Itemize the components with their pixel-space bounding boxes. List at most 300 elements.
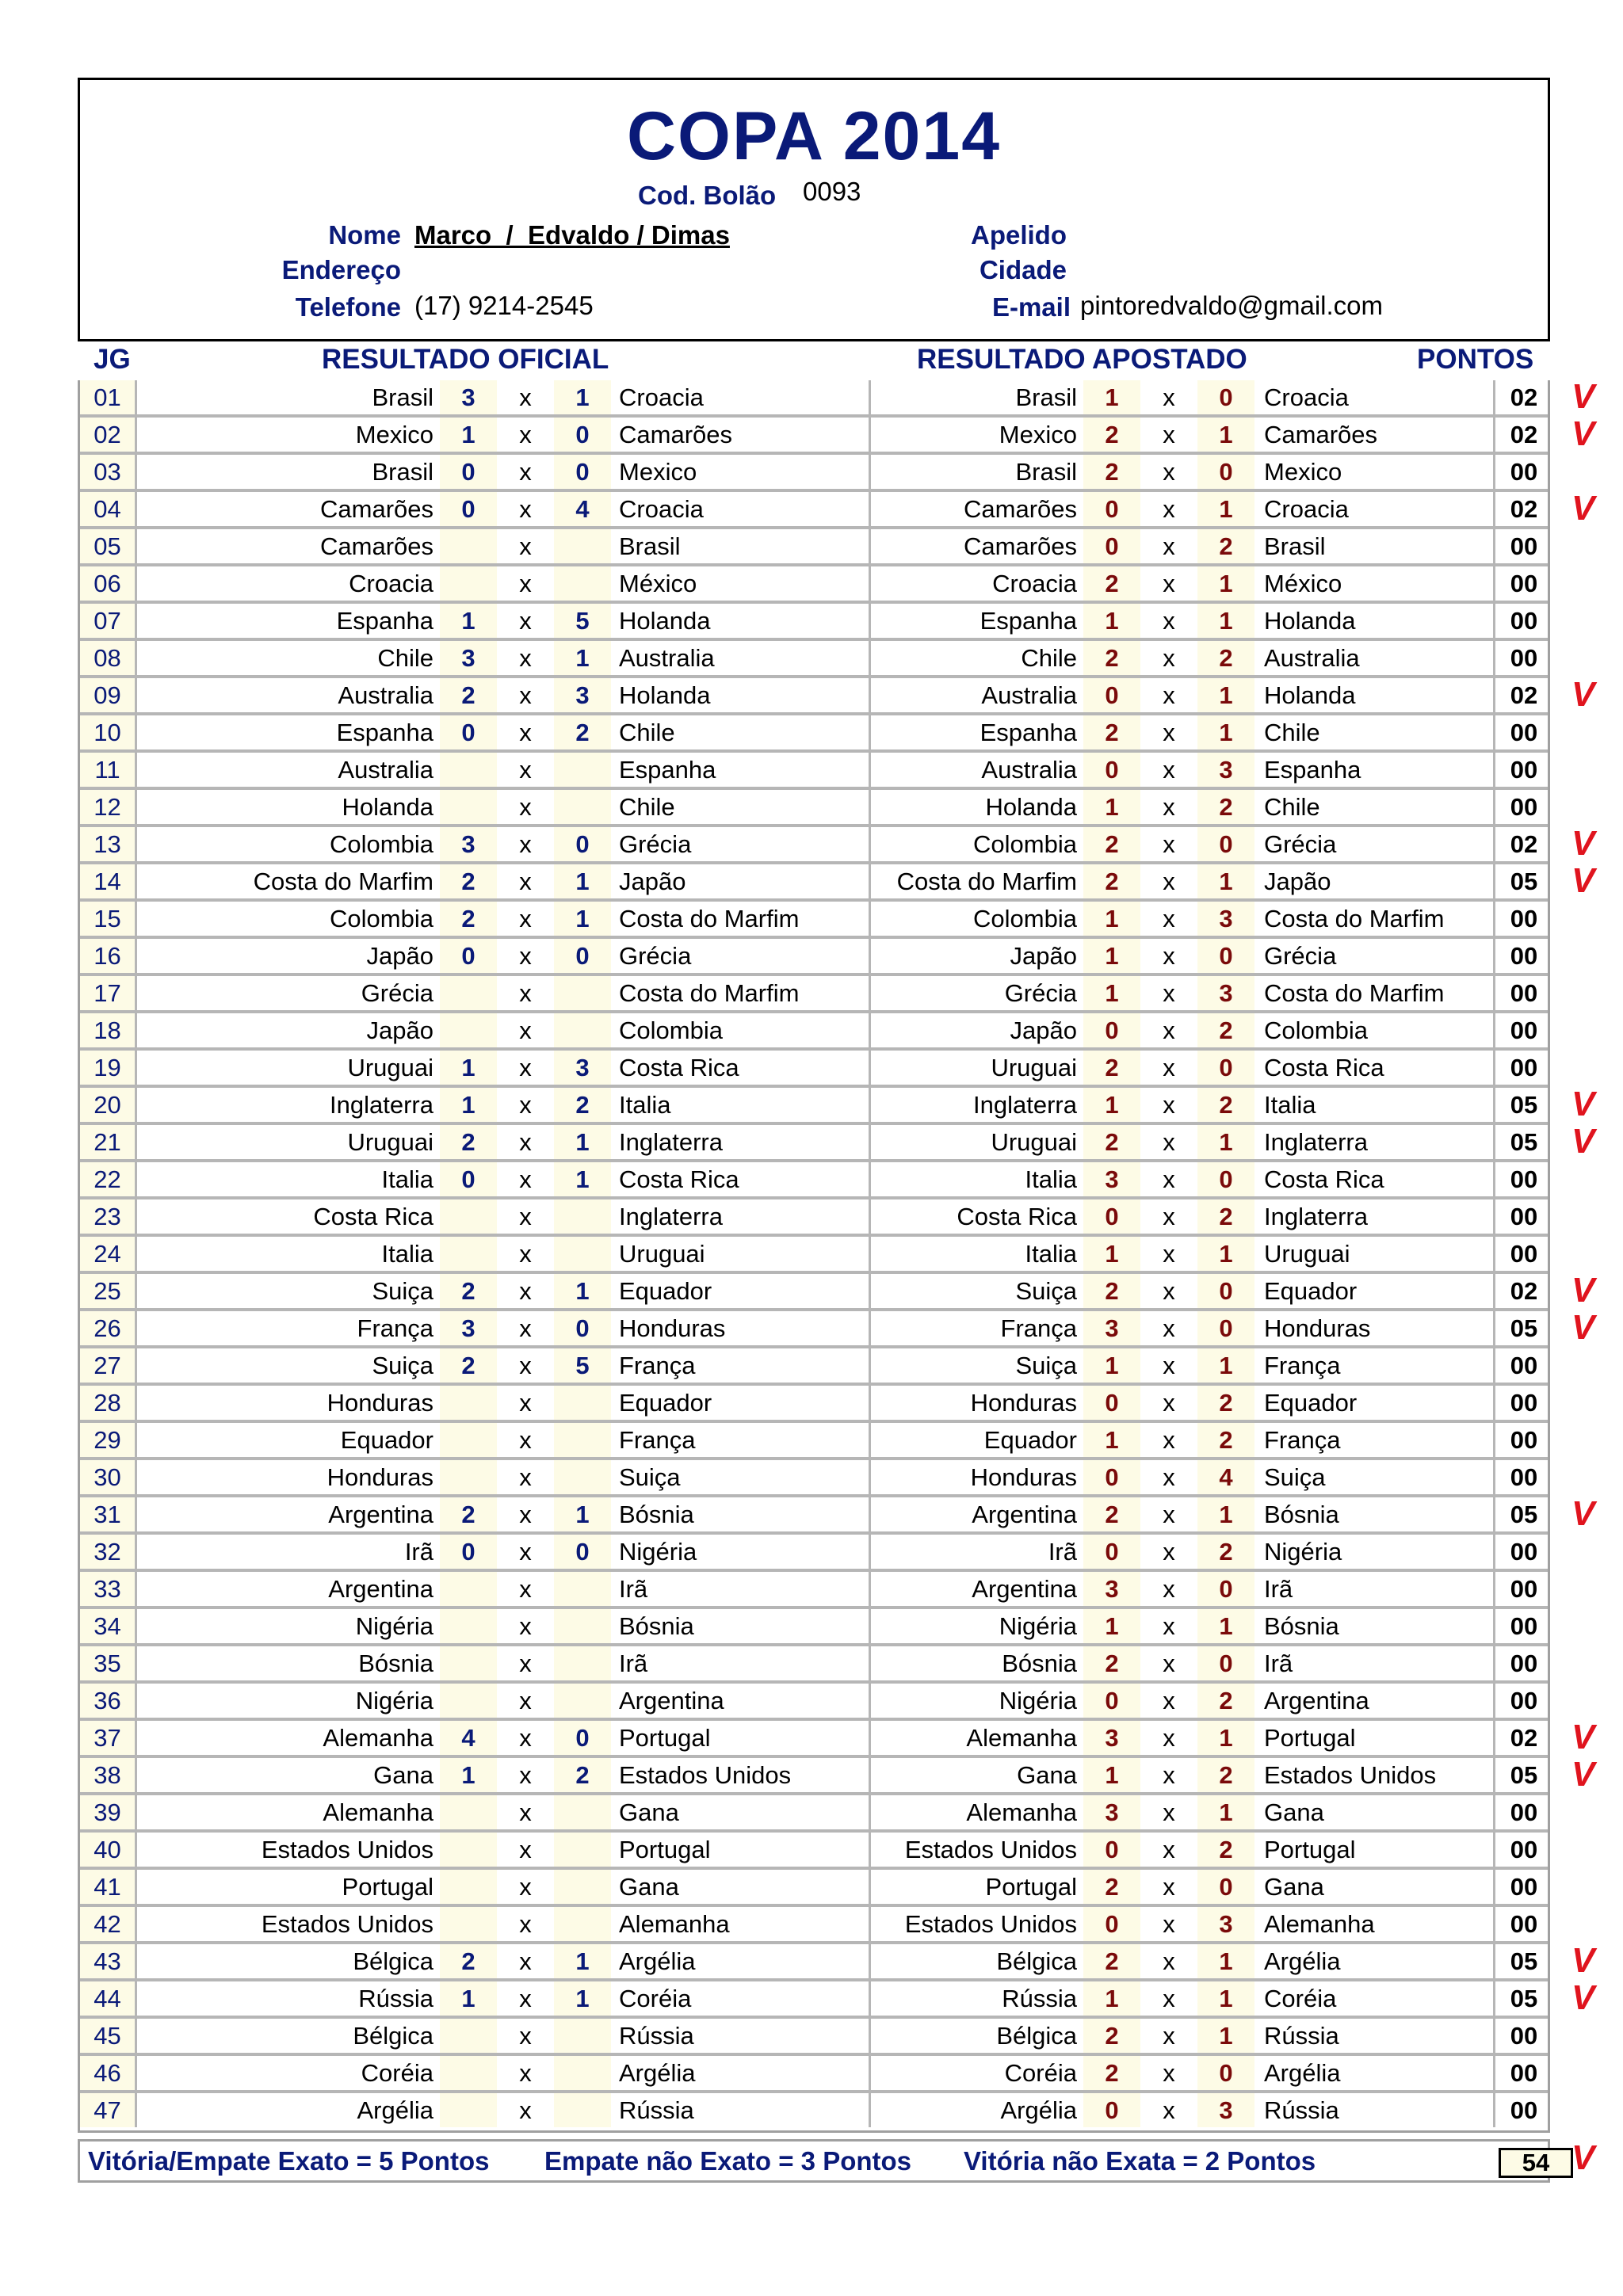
table-row: [80, 1271, 1595, 1311]
table-row: [80, 1684, 1548, 1721]
bet-home-score: 0: [1083, 1907, 1140, 1941]
bet-home-score: 1: [1083, 902, 1140, 936]
game-number: 05: [80, 529, 137, 563]
official-separator: x: [519, 1128, 532, 1156]
bet-home-score: 2: [1083, 1125, 1140, 1159]
table-row: [80, 976, 1548, 1013]
bet-away-score: 1: [1197, 1721, 1254, 1755]
official-home-team: Costa Rica: [313, 1203, 433, 1230]
bet-away-score: 2: [1197, 1758, 1254, 1792]
official-away-score: 1: [554, 864, 611, 898]
official-home-team: Irã: [404, 1538, 433, 1566]
points: 05: [1510, 1091, 1538, 1119]
bet-away-team: Chile: [1254, 715, 1495, 749]
points: 00: [1510, 1836, 1538, 1863]
official-away-score: [554, 1460, 611, 1494]
game-number: 25: [80, 1274, 137, 1308]
official-away-team: Equador: [611, 1274, 871, 1308]
bet-home-score: 3: [1083, 1721, 1140, 1755]
table-row: [80, 414, 1595, 455]
game-number: 21: [80, 1125, 137, 1159]
official-home-team: Japão: [366, 1016, 433, 1044]
bet-separator: x: [1163, 905, 1175, 933]
official-away-team: Mexico: [611, 455, 871, 489]
bet-home-team: França: [1000, 1314, 1077, 1342]
bet-home-score: 2: [1083, 715, 1140, 749]
table-row: [80, 1833, 1548, 1870]
bet-home-score: 1: [1083, 380, 1140, 414]
cidade-label: Cidade: [979, 255, 1067, 284]
official-separator: x: [519, 868, 532, 895]
bet-home-score: 0: [1083, 678, 1140, 712]
table-row: [80, 1348, 1548, 1386]
game-number: 43: [80, 1944, 137, 1978]
bet-home-score: 1: [1083, 1088, 1140, 1122]
official-away-team: Portugal: [611, 1833, 871, 1867]
official-away-score: 0: [554, 827, 611, 861]
official-home-team: Bélgica: [353, 2022, 433, 2050]
table-row: [80, 2019, 1548, 2056]
game-number: 29: [80, 1423, 137, 1457]
points: 00: [1510, 570, 1538, 597]
bet-separator: x: [1163, 1426, 1175, 1454]
points: 05: [1510, 1501, 1538, 1528]
bet-separator: x: [1163, 383, 1175, 411]
bet-away-team: Estados Unidos: [1254, 1758, 1495, 1792]
bet-away-team: Argentina: [1254, 1684, 1495, 1718]
game-number: 17: [80, 976, 137, 1010]
official-home-team: Costa do Marfim: [253, 868, 433, 895]
official-away-team: Japão: [611, 864, 871, 898]
official-home-team: Bélgica: [353, 1947, 433, 1975]
official-away-score: [554, 1199, 611, 1234]
official-away-score: [554, 529, 611, 563]
bet-home-score: 1: [1083, 1348, 1140, 1383]
bet-separator: x: [1163, 1389, 1175, 1417]
points: 00: [1510, 1575, 1538, 1603]
bet-separator: x: [1163, 1463, 1175, 1491]
official-away-team: Rússia: [611, 2019, 871, 2053]
official-away-score: 0: [554, 455, 611, 489]
official-home-team: Nigéria: [355, 1687, 433, 1714]
bet-home-team: Irã: [1048, 1538, 1077, 1566]
official-away-score: [554, 566, 611, 601]
table-row: [80, 377, 1595, 418]
table-row: [80, 604, 1548, 641]
official-away-team: Gana: [611, 1870, 871, 1904]
bet-home-score: 1: [1083, 976, 1140, 1010]
official-away-team: Bósnia: [611, 1609, 871, 1643]
col-resultado-oficial: RESULTADO OFICIAL: [322, 344, 609, 375]
official-away-team: Holanda: [611, 604, 871, 638]
official-home-score: [440, 2056, 497, 2090]
bet-home-team: Alemanha: [966, 1724, 1077, 1752]
bet-home-score: 0: [1083, 492, 1140, 526]
bet-home-team: Italia: [1025, 1165, 1077, 1193]
official-home-team: Suiça: [372, 1277, 433, 1305]
game-number: 40: [80, 1833, 137, 1867]
official-home-team: Colombia: [330, 905, 433, 933]
bet-home-team: Brasil: [1015, 383, 1077, 411]
bet-home-team: Honduras: [970, 1463, 1077, 1491]
official-home-score: 2: [440, 902, 497, 936]
bet-separator: x: [1163, 2059, 1175, 2087]
official-home-score: 0: [440, 1535, 497, 1569]
official-away-score: [554, 790, 611, 824]
game-number: 41: [80, 1870, 137, 1904]
official-home-score: 2: [440, 864, 497, 898]
check-mark: V: [1571, 377, 1595, 416]
bet-separator: x: [1163, 458, 1175, 486]
check-mark: V: [1571, 1308, 1595, 1347]
official-separator: x: [519, 607, 532, 635]
official-away-score: 2: [554, 1758, 611, 1792]
check-mark: V: [1571, 824, 1595, 863]
official-home-team: Croacia: [349, 570, 433, 597]
bet-away-team: Croacia: [1254, 380, 1495, 414]
official-away-score: 1: [554, 641, 611, 675]
game-number: 12: [80, 790, 137, 824]
official-home-team: Colombia: [330, 830, 433, 858]
check-mark: V: [1571, 861, 1595, 900]
official-separator: x: [519, 1389, 532, 1417]
official-away-score: [554, 1572, 611, 1606]
official-home-score: [440, 1795, 497, 1829]
official-home-team: Camarões: [320, 495, 433, 523]
official-home-score: 2: [440, 1944, 497, 1978]
table-row: [80, 529, 1548, 566]
table-row: [80, 2093, 1548, 2130]
official-separator: x: [519, 1352, 532, 1379]
official-away-team: Alemanha: [611, 1907, 871, 1941]
bet-away-score: 0: [1197, 1274, 1254, 1308]
bet-away-team: Rússia: [1254, 2093, 1495, 2127]
official-separator: x: [519, 1165, 532, 1193]
official-home-score: [440, 1237, 497, 1271]
official-separator: x: [519, 793, 532, 821]
points: 00: [1510, 756, 1538, 784]
bet-away-team: Nigéria: [1254, 1535, 1495, 1569]
official-away-score: [554, 1609, 611, 1643]
points: 00: [1510, 793, 1538, 821]
official-away-score: 3: [554, 1051, 611, 1085]
bet-home-score: 0: [1083, 1386, 1140, 1420]
table-row: [80, 1609, 1548, 1646]
bet-home-team: Nigéria: [999, 1612, 1077, 1640]
table-row: [80, 753, 1548, 790]
bet-away-score: 2: [1197, 1199, 1254, 1234]
official-separator: x: [519, 1091, 532, 1119]
game-number: 18: [80, 1013, 137, 1047]
official-away-team: Australia: [611, 641, 871, 675]
official-home-score: 2: [440, 1497, 497, 1531]
table-row: [80, 1718, 1595, 1758]
points: 00: [1510, 1240, 1538, 1268]
bet-separator: x: [1163, 830, 1175, 858]
bet-away-score: 1: [1197, 1609, 1254, 1643]
official-home-score: [440, 1907, 497, 1941]
official-home-team: Camarões: [320, 532, 433, 560]
official-home-team: Italia: [381, 1165, 433, 1193]
bet-separator: x: [1163, 681, 1175, 709]
bet-away-score: 0: [1197, 380, 1254, 414]
points: 00: [1510, 1650, 1538, 1677]
bet-home-team: Japão: [1010, 1016, 1077, 1044]
header-panel: [78, 78, 1550, 341]
official-home-team: Australia: [338, 681, 433, 709]
official-away-team: Costa do Marfim: [611, 902, 871, 936]
bet-home-team: Bélgica: [996, 1947, 1077, 1975]
official-separator: x: [519, 2059, 532, 2087]
official-home-team: Nigéria: [355, 1612, 433, 1640]
game-number: 16: [80, 939, 137, 973]
official-away-score: 1: [554, 902, 611, 936]
bet-home-team: Estados Unidos: [904, 1910, 1077, 1938]
game-number: 23: [80, 1199, 137, 1234]
bet-away-team: Chile: [1254, 790, 1495, 824]
bet-away-score: 3: [1197, 753, 1254, 787]
game-number: 04: [80, 492, 137, 526]
official-home-score: 0: [440, 492, 497, 526]
points: 00: [1510, 1426, 1538, 1454]
official-home-score: 3: [440, 827, 497, 861]
bet-away-score: 0: [1197, 1646, 1254, 1680]
bet-away-team: Coréia: [1254, 1981, 1495, 2016]
official-away-team: Grécia: [611, 939, 871, 973]
official-separator: x: [519, 644, 532, 672]
official-away-score: [554, 1907, 611, 1941]
bet-separator: x: [1163, 1165, 1175, 1193]
points: 00: [1510, 1165, 1538, 1193]
official-away-score: 5: [554, 1348, 611, 1383]
bet-away-score: 1: [1197, 715, 1254, 749]
bet-separator: x: [1163, 1873, 1175, 1901]
official-separator: x: [519, 830, 532, 858]
bet-home-team: Inglaterra: [973, 1091, 1077, 1119]
table-row: [80, 1941, 1595, 1981]
official-home-score: [440, 1572, 497, 1606]
official-away-team: Chile: [611, 715, 871, 749]
official-separator: x: [519, 532, 532, 560]
check-mark: V: [1571, 1494, 1595, 1533]
game-number: 11: [80, 753, 137, 787]
official-home-score: 0: [440, 715, 497, 749]
official-home-score: 2: [440, 1348, 497, 1383]
bet-home-team: Uruguai: [991, 1128, 1077, 1156]
official-away-team: Espanha: [611, 753, 871, 787]
official-home-team: Brasil: [372, 383, 433, 411]
bet-away-team: Gana: [1254, 1795, 1495, 1829]
bet-away-team: México: [1254, 566, 1495, 601]
bet-home-team: Nigéria: [999, 1687, 1077, 1714]
points: 00: [1510, 532, 1538, 560]
bet-away-team: Mexico: [1254, 455, 1495, 489]
bet-home-score: 2: [1083, 1944, 1140, 1978]
bet-away-team: Argélia: [1254, 1944, 1495, 1978]
bet-separator: x: [1163, 942, 1175, 970]
bet-home-score: 2: [1083, 1274, 1140, 1308]
official-home-score: [440, 2093, 497, 2127]
official-separator: x: [519, 979, 532, 1007]
official-home-score: [440, 753, 497, 787]
official-separator: x: [519, 905, 532, 933]
bet-separator: x: [1163, 1314, 1175, 1342]
official-home-score: [440, 790, 497, 824]
points: 00: [1510, 2059, 1538, 2087]
official-away-score: [554, 1795, 611, 1829]
bet-home-team: Costa Rica: [957, 1203, 1077, 1230]
points: 00: [1510, 1203, 1538, 1230]
bet-home-team: Suiça: [1015, 1277, 1077, 1305]
bet-home-score: 1: [1083, 939, 1140, 973]
bet-home-score: 3: [1083, 1572, 1140, 1606]
official-away-team: Gana: [611, 1795, 871, 1829]
game-number: 14: [80, 864, 137, 898]
game-number: 27: [80, 1348, 137, 1383]
table-row: [80, 675, 1595, 715]
bet-separator: x: [1163, 1091, 1175, 1119]
bet-home-score: 0: [1083, 1684, 1140, 1718]
total-check-mark: V: [1571, 2138, 1595, 2177]
bet-away-score: 1: [1197, 492, 1254, 526]
table-row: [80, 2056, 1548, 2093]
bet-away-team: Costa Rica: [1254, 1162, 1495, 1196]
bet-away-team: Inglaterra: [1254, 1125, 1495, 1159]
bet-away-score: 0: [1197, 1572, 1254, 1606]
game-number: 08: [80, 641, 137, 675]
points: 02: [1510, 830, 1538, 858]
points: 00: [1510, 1687, 1538, 1714]
bet-away-team: Irã: [1254, 1646, 1495, 1680]
bet-separator: x: [1163, 1612, 1175, 1640]
bet-home-score: 0: [1083, 1535, 1140, 1569]
official-home-team: França: [357, 1314, 433, 1342]
bet-away-team: França: [1254, 1423, 1495, 1457]
points: 00: [1510, 1016, 1538, 1044]
game-number: 07: [80, 604, 137, 638]
bet-separator: x: [1163, 1836, 1175, 1863]
points: 00: [1510, 1798, 1538, 1826]
game-number: 06: [80, 566, 137, 601]
bet-home-score: 2: [1083, 1870, 1140, 1904]
bet-separator: x: [1163, 644, 1175, 672]
telefone-value: (17) 9214-2545: [414, 291, 594, 320]
official-away-team: Colombia: [611, 1013, 871, 1047]
bet-home-score: 0: [1083, 2093, 1140, 2127]
rule-exact: Vitória/Empate Exato = 5 Pontos: [88, 2146, 490, 2176]
bet-separator: x: [1163, 2022, 1175, 2050]
game-number: 31: [80, 1497, 137, 1531]
bet-away-team: Espanha: [1254, 753, 1495, 787]
bet-separator: x: [1163, 1910, 1175, 1938]
official-home-team: Australia: [338, 756, 433, 784]
game-number: 03: [80, 455, 137, 489]
bet-home-score: 2: [1083, 2019, 1140, 2053]
points: 00: [1510, 905, 1538, 933]
official-home-team: Brasil: [372, 458, 433, 486]
game-number: 47: [80, 2093, 137, 2127]
bet-separator: x: [1163, 1277, 1175, 1305]
check-mark: V: [1571, 1941, 1595, 1980]
table-row: [80, 824, 1595, 864]
bet-home-team: Holanda: [985, 793, 1077, 821]
official-home-score: 1: [440, 1051, 497, 1085]
official-away-score: 3: [554, 678, 611, 712]
official-separator: x: [519, 1687, 532, 1714]
telefone-label: Telefone: [295, 292, 401, 322]
points: 00: [1510, 1538, 1538, 1566]
bet-home-team: Argentina: [972, 1575, 1077, 1603]
official-home-score: [440, 2019, 497, 2053]
points: 00: [1510, 1612, 1538, 1640]
game-number: 45: [80, 2019, 137, 2053]
table-row: [80, 455, 1548, 492]
official-separator: x: [519, 1947, 532, 1975]
bet-away-score: 3: [1197, 1907, 1254, 1941]
points: 02: [1510, 681, 1538, 709]
official-away-score: 4: [554, 492, 611, 526]
official-home-team: Holanda: [342, 793, 433, 821]
rule-draw: Empate não Exato = 3 Pontos: [544, 2146, 912, 2176]
official-home-score: [440, 1199, 497, 1234]
bet-home-team: Colombia: [973, 830, 1077, 858]
bet-away-score: 2: [1197, 529, 1254, 563]
official-separator: x: [519, 1240, 532, 1268]
points: 00: [1510, 1352, 1538, 1379]
bet-away-score: 2: [1197, 1833, 1254, 1867]
table-row: [80, 1122, 1595, 1162]
official-separator: x: [519, 383, 532, 411]
official-away-score: [554, 1684, 611, 1718]
bet-home-team: Costa do Marfim: [896, 868, 1077, 895]
games-table: [78, 377, 1595, 2133]
bet-away-score: 4: [1197, 1460, 1254, 1494]
official-home-score: [440, 1609, 497, 1643]
bet-home-team: Japão: [1010, 942, 1077, 970]
bet-away-score: 0: [1197, 939, 1254, 973]
bet-separator: x: [1163, 1724, 1175, 1752]
col-pontos: PONTOS: [1417, 344, 1534, 375]
bet-separator: x: [1163, 1054, 1175, 1081]
game-number: 22: [80, 1162, 137, 1196]
bet-home-team: Uruguai: [991, 1054, 1077, 1081]
official-home-team: Japão: [366, 942, 433, 970]
bet-separator: x: [1163, 1352, 1175, 1379]
check-mark: V: [1571, 414, 1595, 453]
bet-separator: x: [1163, 1985, 1175, 2012]
official-separator: x: [519, 1426, 532, 1454]
game-number: 42: [80, 1907, 137, 1941]
bet-home-score: 1: [1083, 1609, 1140, 1643]
bet-home-team: Chile: [1021, 644, 1077, 672]
official-home-team: Gana: [373, 1761, 433, 1789]
official-away-team: Croacia: [611, 380, 871, 414]
bet-away-team: Brasil: [1254, 529, 1495, 563]
game-number: 34: [80, 1609, 137, 1643]
bet-home-score: 2: [1083, 418, 1140, 452]
table-row: [80, 641, 1548, 678]
points: 00: [1510, 1873, 1538, 1901]
official-home-team: Espanha: [336, 719, 433, 746]
bet-away-team: Holanda: [1254, 604, 1495, 638]
game-number: 30: [80, 1460, 137, 1494]
check-mark: V: [1571, 489, 1595, 528]
points: 00: [1510, 2022, 1538, 2050]
official-away-score: [554, 2093, 611, 2127]
official-home-team: Inglaterra: [330, 1091, 433, 1119]
table-row: [80, 1085, 1595, 1125]
official-home-score: 0: [440, 455, 497, 489]
